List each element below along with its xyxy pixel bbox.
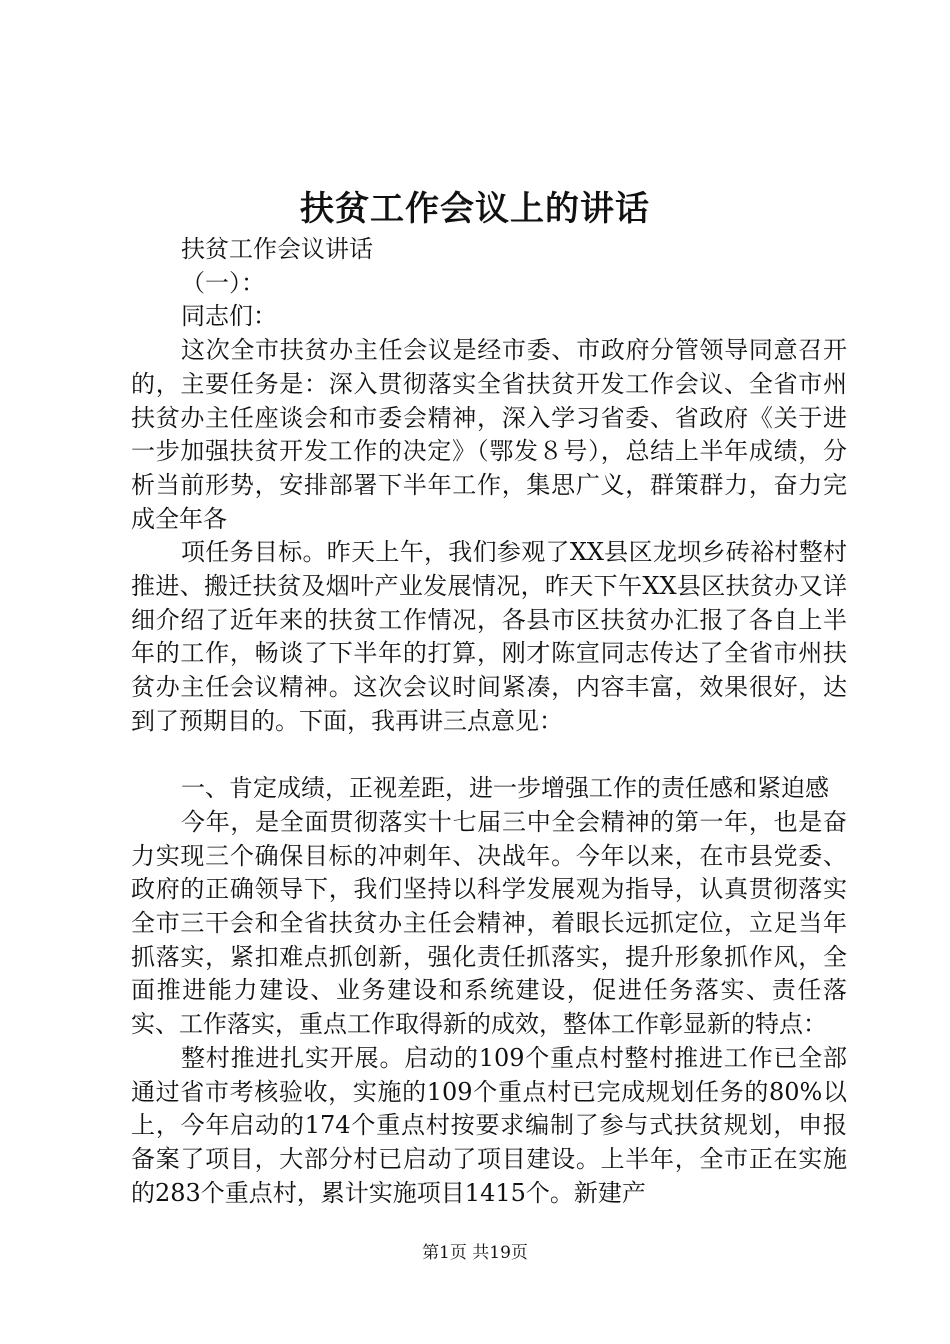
paragraph-meeting-summary: 项任务目标。昨天上午，我们参观了XX县区龙坝乡砖裕村整村推进、搬迁扶贫及烟叶产业发展情况，昨天下午XX县区扶贫办又详细介绍了近年来的扶贫工作情况，各县市区扶贫办汇报了各自上半年的工作，畅谈了下半年的打算，刚才陈宣同志传达了全省市州扶贫办主任会议精神。这次会议时间紧凑，内容丰富，效果很好，达到了预期目的。下面，我再讲三点意见： [131, 538, 847, 735]
document-body [131, 233, 847, 1210]
paragraph-salutation: 同志们： [181, 302, 277, 331]
document-title: 扶贫工作会议上的讲话 [300, 189, 650, 229]
paragraph-subtitle: 扶贫工作会议讲话 [181, 235, 373, 263]
paragraph-section-number: （一）： [181, 268, 265, 297]
paragraph-intro: 这次全市扶贫办主任会议是经市委、市政府分管领导同意召开的，主要任务是：深入贯彻落实全省扶贫开发工作会议、全省市州扶贫办主任座谈会和市委会精神，深入学习省委、省政府《关于进一步加强扶贫开发工作的决定》（鄂发８号），总结上半年成绩，分析当前形势，安排部署下半年工作，集思广义，群策群力，奋力完成全年各 [131, 336, 847, 533]
paragraph-achievements: 今年，是全面贯彻落实十七届三中全会精神的第一年，也是奋力实现三个确保目标的冲刺年、决战年。今年以来，在市县党委、政府的正确领导下，我们坚持以科学发展观为指导，认真贯彻落实全市三干会和全省扶贫办主任会精神，着眼长远抓定位，立足当年抓落实，紧扣难点抓创新，强化责任抓落实，提升形象抓作风，全面推进能力建设、业务建设和系统建设，促进任务落实、责任落实、工作落实，重点工作取得新的成效，整体工作彰显新的特点： [131, 807, 847, 1039]
paragraph-village-progress: 整村推进扎实开展。启动的109个重点村整村推进工作已全部通过省市考核验收，实施的109个重点村已完成规划任务的80%以上，今年启动的174个重点村按要求编制了参与式扶贫规划，申报备案了项目，大部分村已启动了项目建设。上半年，全市正在实施的283个重点村，累计实施项目1415个。新建产 [131, 1043, 847, 1207]
page-number-footer: 第1页 共19页 [422, 1243, 528, 1263]
section-heading-one: 一、肯定成绩，正视差距，进一步增强工作的责任感和紧迫感 [181, 774, 829, 803]
